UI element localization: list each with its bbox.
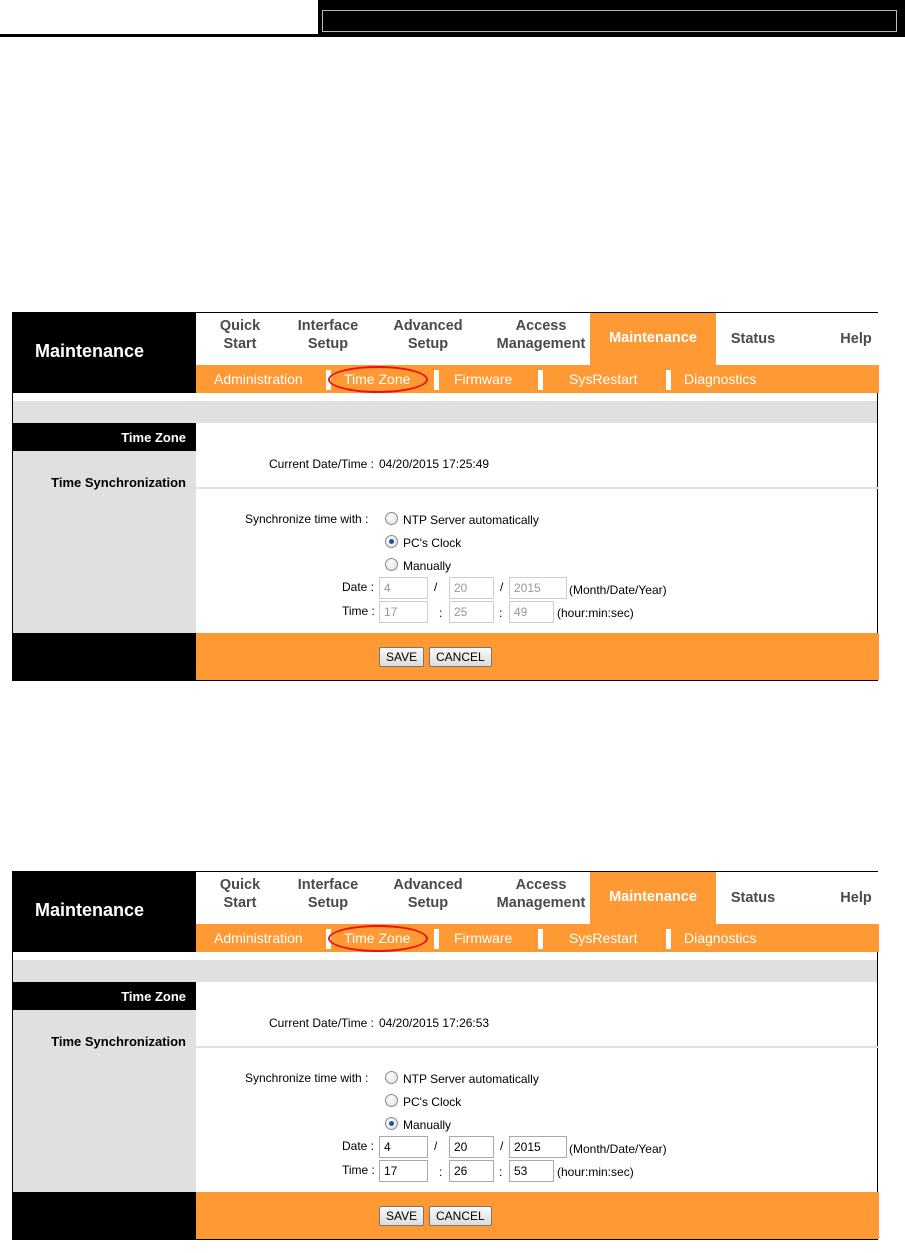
nav-maintenance[interactable] bbox=[590, 872, 716, 924]
nav-label: Help bbox=[840, 331, 872, 347]
sync-label: Synchronize time with : bbox=[245, 1071, 369, 1085]
nav-label: Setup bbox=[307, 336, 349, 352]
radio-ntp[interactable] bbox=[385, 512, 398, 525]
button-bar bbox=[13, 1192, 877, 1239]
router-panel-pc-clock bbox=[12, 312, 878, 681]
gray-band bbox=[13, 401, 877, 423]
highlight-circle bbox=[328, 366, 428, 393]
time-separator: : bbox=[439, 606, 443, 620]
subnav-time-zone[interactable]: Time Zone bbox=[344, 371, 411, 387]
subnav-diagnostics[interactable]: Diagnostics bbox=[684, 930, 757, 946]
main-nav bbox=[196, 313, 879, 365]
subnav-separator bbox=[538, 370, 543, 390]
footer-right bbox=[196, 633, 879, 680]
option-pc-clock-label: PC's Clock bbox=[403, 1095, 462, 1109]
brand-title: Maintenance bbox=[13, 313, 196, 393]
top-menu bbox=[13, 872, 877, 952]
option-manually-label: Manually bbox=[403, 559, 452, 573]
gray-band bbox=[13, 960, 877, 982]
date-label: Date : bbox=[342, 580, 375, 594]
row-divider bbox=[196, 487, 879, 489]
header-inner-box bbox=[322, 10, 897, 32]
cancel-button[interactable]: CANCEL bbox=[429, 1206, 492, 1226]
time-format-hint: (hour:min:sec) bbox=[557, 1165, 634, 1179]
nav-label: Advanced bbox=[393, 877, 463, 893]
nav-advanced-setup[interactable] bbox=[378, 876, 478, 912]
section-title: Time Zone bbox=[13, 423, 196, 451]
nav-label: Access bbox=[515, 318, 567, 334]
nav-help[interactable] bbox=[836, 330, 876, 348]
subnav-diagnostics[interactable]: Diagnostics bbox=[684, 371, 757, 387]
date-year-input[interactable] bbox=[509, 577, 567, 599]
nav-label: Management bbox=[496, 336, 586, 352]
nav-advanced-setup[interactable] bbox=[378, 317, 478, 353]
spacer bbox=[13, 952, 877, 960]
nav-label: Status bbox=[730, 890, 776, 906]
time-separator: : bbox=[499, 606, 503, 620]
date-day-input[interactable] bbox=[449, 1136, 494, 1158]
date-separator: / bbox=[434, 1139, 438, 1153]
nav-label: Setup bbox=[307, 895, 349, 911]
time-sec-input[interactable] bbox=[509, 1160, 554, 1182]
footer-right bbox=[196, 1192, 879, 1239]
radio-manually[interactable] bbox=[385, 558, 398, 571]
sub-nav bbox=[196, 365, 879, 393]
nav-label: Start bbox=[223, 336, 257, 352]
option-manually-label: Manually bbox=[403, 1118, 452, 1132]
subnav-separator bbox=[434, 370, 439, 390]
nav-label: Quick bbox=[219, 877, 261, 893]
radio-pc-clock[interactable] bbox=[385, 1094, 398, 1107]
option-ntp-label: NTP Server automatically bbox=[403, 513, 539, 527]
nav-label: Advanced bbox=[393, 318, 463, 334]
header-rule bbox=[0, 34, 320, 37]
time-hour-input[interactable] bbox=[379, 1160, 428, 1182]
footer-left bbox=[13, 633, 196, 680]
nav-quick-start[interactable] bbox=[212, 317, 268, 353]
date-separator: / bbox=[500, 1139, 504, 1153]
subnav-separator bbox=[666, 929, 671, 949]
footer-left bbox=[13, 1192, 196, 1239]
date-label: Date : bbox=[342, 1139, 375, 1153]
subnav-time-zone[interactable]: Time Zone bbox=[344, 930, 411, 946]
nav-label: Interface bbox=[297, 318, 359, 334]
nav-label: Help bbox=[840, 890, 872, 906]
subnav-sysrestart[interactable]: SysRestart bbox=[569, 371, 638, 387]
time-min-input[interactable] bbox=[449, 601, 494, 623]
date-format-hint: (Month/Date/Year) bbox=[569, 583, 667, 597]
current-datetime-label: Current Date/Time : bbox=[269, 457, 374, 471]
cancel-button[interactable]: CANCEL bbox=[429, 647, 492, 667]
subsection-title: Time Synchronization bbox=[51, 1034, 186, 1049]
nav-label: Setup bbox=[407, 895, 449, 911]
settings-content bbox=[13, 982, 877, 1192]
date-separator: / bbox=[434, 580, 438, 594]
subnav-firmware[interactable]: Firmware bbox=[454, 930, 513, 946]
time-sec-input[interactable] bbox=[509, 601, 554, 623]
subnav-separator bbox=[434, 929, 439, 949]
nav-maintenance[interactable] bbox=[590, 313, 716, 365]
button-bar bbox=[13, 633, 877, 680]
spacer bbox=[13, 393, 877, 401]
sidebar bbox=[13, 982, 196, 1192]
nav-status[interactable] bbox=[728, 330, 778, 348]
radio-ntp[interactable] bbox=[385, 1071, 398, 1084]
nav-quick-start[interactable] bbox=[212, 876, 268, 912]
date-day-input[interactable] bbox=[449, 577, 494, 599]
time-label: Time : bbox=[342, 1163, 375, 1177]
nav-label: Access bbox=[515, 877, 567, 893]
settings-content bbox=[13, 423, 877, 633]
radio-manually[interactable] bbox=[385, 1117, 398, 1130]
nav-label: Setup bbox=[407, 336, 449, 352]
highlight-circle bbox=[328, 925, 428, 952]
time-label: Time : bbox=[342, 604, 375, 618]
subnav-sysrestart[interactable]: SysRestart bbox=[569, 930, 638, 946]
nav-interface-setup[interactable] bbox=[288, 317, 368, 353]
router-panel-manually bbox=[12, 871, 878, 1240]
time-min-input[interactable] bbox=[449, 1160, 494, 1182]
current-datetime-value: 04/20/2015 17:25:49 bbox=[379, 457, 490, 471]
subnav-separator bbox=[538, 929, 543, 949]
date-month-input[interactable] bbox=[379, 1136, 428, 1158]
nav-interface-setup[interactable] bbox=[288, 876, 368, 912]
option-ntp-label: NTP Server automatically bbox=[403, 1072, 539, 1086]
nav-label: Maintenance bbox=[609, 330, 697, 346]
current-datetime-label: Current Date/Time : bbox=[269, 1016, 374, 1030]
nav-label: Start bbox=[223, 895, 257, 911]
date-month-input[interactable] bbox=[379, 577, 428, 599]
sub-nav bbox=[196, 924, 879, 952]
radio-pc-clock[interactable] bbox=[385, 535, 398, 548]
nav-access-management[interactable] bbox=[481, 876, 601, 912]
nav-help[interactable] bbox=[836, 889, 876, 907]
top-menu bbox=[13, 313, 877, 393]
nav-label: Quick bbox=[219, 318, 261, 334]
sidebar bbox=[13, 423, 196, 633]
subnav-administration[interactable]: Administration bbox=[214, 371, 303, 387]
date-year-input[interactable] bbox=[509, 1136, 567, 1158]
brand-title: Maintenance bbox=[13, 872, 196, 952]
nav-label: Interface bbox=[297, 877, 359, 893]
option-pc-clock-label: PC's Clock bbox=[403, 536, 462, 550]
time-format-hint: (hour:min:sec) bbox=[557, 606, 634, 620]
nav-access-management[interactable] bbox=[481, 317, 601, 353]
main-nav bbox=[196, 872, 879, 924]
time-separator: : bbox=[499, 1165, 503, 1179]
date-format-hint: (Month/Date/Year) bbox=[569, 1142, 667, 1156]
subnav-separator bbox=[666, 370, 671, 390]
nav-label: Management bbox=[496, 895, 586, 911]
current-datetime-value: 04/20/2015 17:26:53 bbox=[379, 1016, 490, 1030]
save-button[interactable]: SAVE bbox=[379, 647, 424, 667]
save-button[interactable]: SAVE bbox=[379, 1206, 424, 1226]
nav-status[interactable] bbox=[728, 889, 778, 907]
date-separator: / bbox=[500, 580, 504, 594]
time-separator: : bbox=[439, 1165, 443, 1179]
subnav-administration[interactable]: Administration bbox=[214, 930, 303, 946]
nav-label: Status bbox=[730, 331, 776, 347]
time-hour-input[interactable] bbox=[379, 601, 428, 623]
subnav-firmware[interactable]: Firmware bbox=[454, 371, 513, 387]
section-title: Time Zone bbox=[13, 982, 196, 1010]
nav-label: Maintenance bbox=[609, 889, 697, 905]
sync-label: Synchronize time with : bbox=[245, 512, 369, 526]
subsection-title: Time Synchronization bbox=[51, 475, 186, 490]
row-divider bbox=[196, 1046, 879, 1048]
document-header bbox=[0, 0, 905, 38]
